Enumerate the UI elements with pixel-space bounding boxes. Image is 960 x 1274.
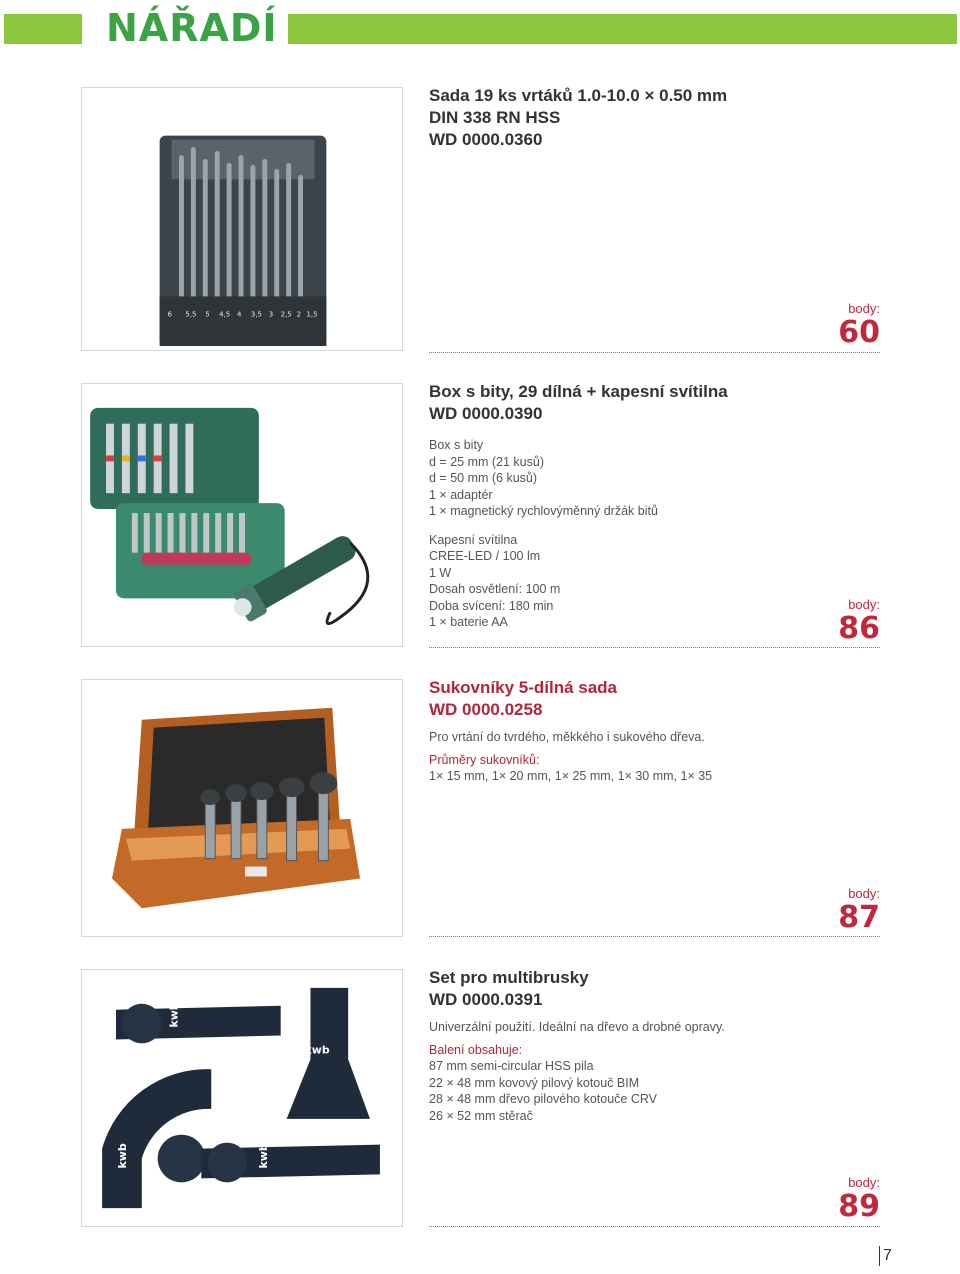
description-line: Univerzální použití. Ideální na dřevo a drobné opravy. [429, 1020, 725, 1034]
svg-text:1,5: 1,5 [306, 310, 318, 319]
product-image-multitool [81, 969, 403, 1227]
description-line: 1× 15 mm, 1× 20 mm, 1× 25 mm, 1× 30 mm, 1× 35 [429, 769, 713, 783]
brand-mark: kwb [256, 1143, 270, 1169]
dotted-divider [429, 647, 880, 648]
product-title: Box s bity, 29 dílná + kapesní svítilna [429, 382, 728, 401]
points-value: 87 [838, 900, 880, 935]
product-title: Sukovníky 5-dílná sada [429, 678, 618, 697]
header-bar-right [288, 14, 957, 44]
points-value: 86 [838, 611, 880, 646]
page-header [0, 0, 960, 60]
forstner-bit-set-image [82, 680, 402, 936]
svg-text:6: 6 [167, 310, 172, 319]
product-points-2: body: 86 [838, 597, 880, 646]
description-line: Kapesní svítilna [429, 532, 518, 547]
product-info-3 [429, 677, 929, 785]
product-code: WD 0000.0258 [429, 700, 543, 719]
product-code: WD 0000.0390 [429, 404, 543, 423]
brand-mark: kwb [304, 1043, 330, 1057]
description-line: 28 × 48 mm dřevo pilového kotouče CRV [429, 1092, 658, 1106]
svg-text:2: 2 [296, 310, 302, 319]
multitool-blade-set-image [82, 970, 402, 1226]
description-line: CREE-LED / 100 lm [429, 549, 541, 563]
product-title: Set pro multibrusky [429, 968, 589, 987]
description-line: Dosah osvětlení: 100 m [429, 582, 561, 596]
description-line: 22 × 48 mm kovový pilový kotouč BIM [429, 1075, 640, 1090]
brand-mark: kwb [115, 1143, 129, 1169]
svg-text:4,5: 4,5 [219, 310, 231, 319]
description-line: Box s bity [429, 438, 484, 452]
description-line: 87 mm semi-circular HSS pila [429, 1059, 594, 1073]
description-line: d = 50 mm (6 kusů) [429, 471, 538, 485]
description-line: 1 W [429, 565, 452, 580]
points-value: 89 [838, 1189, 880, 1224]
svg-text:5,5: 5,5 [185, 310, 197, 319]
product-info-4 [429, 967, 929, 1124]
product-code: WD 0000.0391 [429, 990, 543, 1009]
product-title: DIN 338 RN HSS [429, 108, 561, 127]
dotted-divider [429, 936, 880, 937]
product-points-3: body: 87 [838, 886, 880, 935]
product-info-1 [429, 85, 929, 151]
drill-bit-set-image [82, 88, 402, 350]
description-subhead: Balení obsahuje: [429, 1042, 523, 1057]
brand-mark: kwb [167, 1002, 181, 1028]
description-line: 26 × 52 mm stěrač [429, 1108, 533, 1123]
description-line: Pro vrtání do tvrdého, měkkého i sukového dřeva. [429, 730, 705, 744]
svg-text:5: 5 [205, 310, 210, 319]
product-points-1: body: 60 [838, 301, 880, 350]
product-image-drill-set [81, 87, 403, 351]
dotted-divider [429, 352, 880, 353]
product-info-2 [429, 381, 929, 631]
svg-text:3: 3 [268, 310, 274, 319]
dotted-divider [429, 1226, 880, 1227]
svg-text:4: 4 [237, 310, 242, 319]
svg-text:3,5: 3,5 [250, 310, 262, 319]
description-line: 1 × adaptér [429, 487, 493, 502]
product-image-bit-box [81, 383, 403, 647]
points-value: 60 [838, 315, 880, 350]
description-subhead: Průměry sukovníků: [429, 752, 540, 767]
description-line: 1 × magnetický rychlovýměnný držák bitů [429, 504, 658, 518]
page-number: 7 [879, 1246, 892, 1266]
description-line: d = 25 mm (21 kusů) [429, 454, 544, 469]
product-code: WD 0000.0360 [429, 130, 543, 149]
svg-text:2,5: 2,5 [280, 310, 292, 319]
header-bar-left [4, 14, 82, 44]
product-points-4: body: 89 [838, 1175, 880, 1224]
product-title: Sada 19 ks vrtáků 1.0-10.0 × 0.50 mm [429, 86, 728, 105]
description-line: 1 × baterie AA [429, 615, 508, 629]
description-line: Doba svícení: 180 min [429, 598, 554, 613]
bit-box-flashlight-image [82, 384, 402, 646]
product-image-forstner [81, 679, 403, 937]
page-title: NÁŘADÍ [106, 6, 278, 50]
